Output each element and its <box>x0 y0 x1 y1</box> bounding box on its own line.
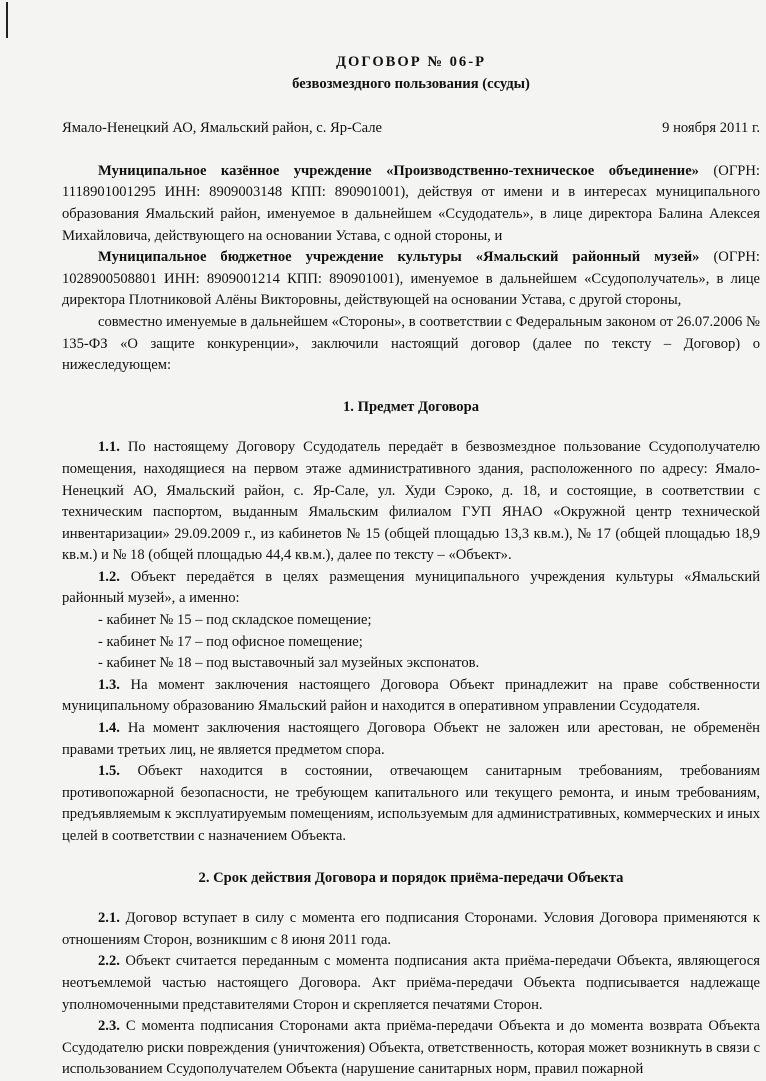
party-borrower-name: Муниципальное бюджетное учреждение культуры «Ямальский районный музей» <box>98 249 700 266</box>
contract-place: Ямало-Ненецкий АО, Ямальский район, с. Яр-Сале <box>62 120 383 137</box>
clause-1-2 <box>62 567 760 610</box>
party-borrower <box>62 247 760 312</box>
place-date-line <box>62 118 760 140</box>
clause-number: 2.1. <box>98 910 120 927</box>
party-lender <box>62 161 760 247</box>
clause-text: На момент заключения настоящего Договора Объект не заложен или арестован, не обременён правами третьих лиц, не является предметом спора. <box>62 720 760 758</box>
clause-1-4 <box>62 718 760 761</box>
list-item: - кабинет № 17 – под офисное помещение; <box>98 633 363 650</box>
clause-number: 1.1. <box>98 439 120 456</box>
margin-pen-mark <box>6 2 8 38</box>
contract-page <box>62 40 760 1081</box>
clause-number: 2.2. <box>98 953 120 970</box>
clause-2-3 <box>62 1016 760 1081</box>
clause-text: По настоящему Договору Ссудодатель передаёт в безвозмездное пользование Ссудополучателю помещения, находящиеся на первом этаже административного здания, расположенного по адресу: Ямало-Ненецкий АО, Ямальский район, с. Яр-Сале, ул. Худи Сэроко, д. 18, и состоящие, в соответствии с техническим паспортом, выданным Ямальским филиалом ГУП ЯНАО «Окружной центр технической инвентаризации» 29.09.2009 г., из кабинетов № 15 (общей площадью 13,3 кв.м.), № 17 (общей площадью 18,9 кв.м.) и № 18 (общей площадью 44,4 кв.м.), далее по тексту – «Объект». <box>62 439 760 564</box>
clause-number: 2.3. <box>98 1018 120 1035</box>
clause-text: Объект считается переданным с момента подписания акта приёма-передачи Объекта, являющегося неотъемлемой частью настоящего Договора. Акт приёма-передачи Объекта подписывается надлежаще уполномоченными представителями Сторон и скрепляется печатями Сторон. <box>62 953 760 1013</box>
document-subtitle: безвозмездного пользования (ссуды) <box>292 75 530 92</box>
clause-text: Объект передаётся в целях размещения муниципального учреждения культуры «Ямальский районный музей», а именно: <box>62 568 760 607</box>
clause-2-2 <box>62 951 760 1016</box>
clause-number: 1.2. <box>98 568 120 585</box>
clause-text: На момент заключения настоящего Договора Объект принадлежит на праве собственности муниципальному образованию Ямальский район и находится в оперативном управлении Ссудодателя. <box>62 676 760 715</box>
contract-date: 9 ноября 2011 г. <box>662 120 760 137</box>
party-lender-details: (ОГРН: 1118901001295 ИНН: 8909003148 КПП: 890901001), действуя от имени и в интересах муниципального образования Ямальский район, именуемое в дальнейшем «Ссудодатель», в лице директора Балина Алексея Михайловича, действующего на основании Устава, с одной стороны, и <box>62 162 760 244</box>
clause-1-1 <box>62 437 760 567</box>
clause-1-5 <box>62 761 760 847</box>
clause-text: С момента подписания Сторонами акта приёма-передачи Объекта и до момента возврата Объекта Ссудодателю риски повреждения (уничтожения) Объекта, ответственность, которая может возникнуть в связи с использованием Ссудополучателем Объекта (нарушение санитарных норм, правил пожарной <box>62 1018 760 1078</box>
section-1-heading: 1. Предмет Договора <box>343 398 479 415</box>
parties-agreement: совместно именуемые в дальнейшем «Стороны», в соответствии с Федеральным законом от 26.07.2006 № 135-ФЗ «О защите конкуренции», заключили настоящий договор (далее по тексту – Договор) о нижеследующем: <box>62 313 760 374</box>
list-item: - кабинет № 15 – под складское помещение; <box>98 612 372 629</box>
list-item: - кабинет № 18 – под выставочный зал музейных экспонатов. <box>98 655 480 672</box>
clause-number: 1.3. <box>98 676 120 693</box>
clause-1-3 <box>62 675 760 718</box>
clause-2-1 <box>62 908 760 951</box>
document-title: ДОГОВОР № 06-Р <box>336 54 486 70</box>
section-2-heading: 2. Срок действия Договора и порядок приёма-передачи Объекта <box>198 869 624 886</box>
party-borrower-details: (ОГРН: 1028900508801 ИНН: 8909001214 КПП: 890901001), именуемое в дальнейшем «Ссудополучатель», в лице директора Плотниковой Алёны Викторовны, действующей на основании Устава, с другой стороны, <box>62 249 760 309</box>
clause-text: Договор вступает в силу с момента его подписания Сторонами. Условия Договора применяются к отношениям Сторон, возникшим с 8 июня 2011 года. <box>62 910 760 948</box>
clause-number: 1.5. <box>98 763 120 780</box>
party-lender-name: Муниципальное казённое учреждение «Производственно-техническое объединение» <box>98 162 699 179</box>
clause-number: 1.4. <box>98 720 120 737</box>
clause-text: Объект находится в состоянии, отвечающем санитарным требованиям, требованиям противопожарной безопасности, не требующем капитального или текущего ремонта, и иным требованиям, предъявляемым к эксплуатируемым помещениям, используемым для административных, коммерческих и иных целей в соответствии с назначением Объекта. <box>62 763 760 844</box>
